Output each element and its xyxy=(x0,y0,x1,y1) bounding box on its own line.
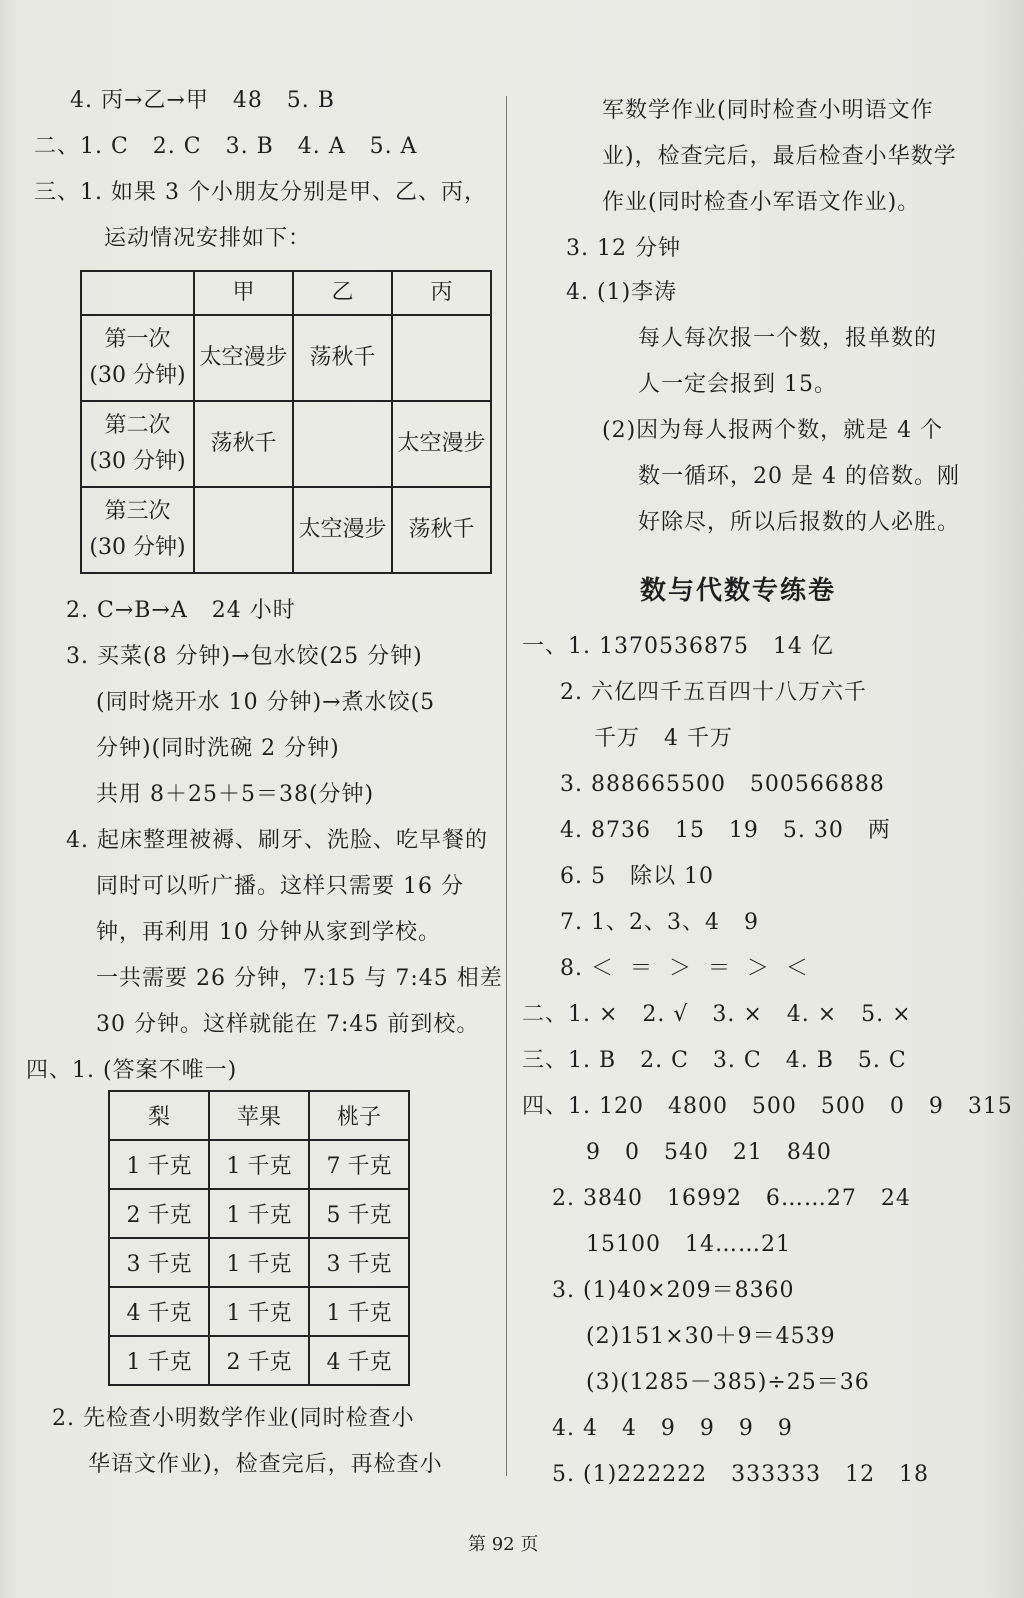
table-cell: 第二次 (30 分钟) xyxy=(81,401,194,487)
table-cell: 荡秋千 xyxy=(392,487,491,573)
answer-line: 运动情况安排如下： xyxy=(104,226,312,251)
answer-line: 4. 起床整理被褥、刷牙、洗脸、吃早餐的 xyxy=(66,828,488,853)
answer-line: 4. 丙→乙→甲 48 5. B xyxy=(70,88,335,113)
table-cell: 3 千克 xyxy=(109,1238,209,1287)
table-cell: 2 千克 xyxy=(209,1336,309,1385)
table-cell: 1 千克 xyxy=(109,1336,209,1385)
table-cell: 2 千克 xyxy=(109,1189,209,1238)
answer-line: 2. 先检查小明数学作业(同时检查小 xyxy=(52,1406,415,1431)
answer-line: 二、1. C 2. C 3. B 4. A 5. A xyxy=(34,134,418,159)
answer-line: 人一定会报到 15。 xyxy=(638,372,837,397)
answer-line: 四、1. 120 4800 500 500 0 9 315 xyxy=(522,1094,1013,1119)
section-title: 数与代数专练卷 xyxy=(640,576,837,606)
answer-line: 8. ＜ ＝ ＞ ＝ ＞ ＜ xyxy=(560,956,809,981)
answer-line: (3)(1285－385)÷25＝36 xyxy=(586,1370,870,1395)
table-cell: 4 千克 xyxy=(309,1336,409,1385)
answer-line: (同时烧开水 10 分钟)→煮水饺(5 xyxy=(96,690,436,715)
table-cell xyxy=(293,401,392,487)
answer-line: 钟，再利用 10 分钟从家到学校。 xyxy=(96,920,441,945)
answer-line: 30 分钟。这样就能在 7:45 前到校。 xyxy=(96,1012,480,1037)
answer-line: 好除尽，所以后报数的人必胜。 xyxy=(638,510,961,535)
answer-line: 三、1. B 2. C 3. C 4. B 5. C xyxy=(522,1048,907,1073)
answer-line: 7. 1、2、3、4 9 xyxy=(560,910,759,935)
table-cell: 5 千克 xyxy=(309,1189,409,1238)
table-cell: 太空漫步 xyxy=(293,487,392,573)
answer-line: 一共需要 26 分钟，7:15 与 7:45 相差 xyxy=(96,966,503,991)
table-header-cell xyxy=(81,271,194,315)
table-cell: 第三次 (30 分钟) xyxy=(81,487,194,573)
answer-line: 2. 3840 16992 6……27 24 xyxy=(552,1186,911,1211)
table-cell: 1 千克 xyxy=(209,1238,309,1287)
answer-line: 每人每次报一个数，报单数的 xyxy=(638,326,938,351)
answer-line: 4. (1)李涛 xyxy=(566,280,678,305)
answer-line: 共用 8＋25＋5＝38(分钟) xyxy=(96,782,375,807)
table-cell: 1 千克 xyxy=(209,1140,309,1189)
answer-line: 三、1. 如果 3 个小朋友分别是甲、乙、丙， xyxy=(34,180,487,205)
table-header-cell: 乙 xyxy=(293,271,392,315)
table-row xyxy=(81,487,491,573)
table-cell xyxy=(392,315,491,401)
answer-line: 3. (1)40×209＝8360 xyxy=(552,1278,795,1303)
table-header-cell: 苹果 xyxy=(209,1091,309,1140)
answer-line: 3. 12 分钟 xyxy=(566,236,681,261)
table-row xyxy=(81,315,491,401)
answer-line: 分钟)(同时洗碗 2 分钟) xyxy=(96,736,340,761)
table-row xyxy=(109,1189,409,1238)
table-row xyxy=(109,1140,409,1189)
answer-line: 军数学作业(同时检查小明语文作 xyxy=(602,98,934,123)
table-header-row xyxy=(81,271,491,315)
column-divider xyxy=(506,96,507,1476)
table-row xyxy=(81,401,491,487)
table-cell: 1 千克 xyxy=(209,1189,309,1238)
fruit-weight-table xyxy=(108,1090,410,1386)
answer-line: 同时可以听广播。这样只需要 16 分 xyxy=(96,874,464,899)
answer-line: 华语文作业)，检查完后，再检查小 xyxy=(88,1452,443,1477)
table-cell: 7 千克 xyxy=(309,1140,409,1189)
answer-line: (2)151×30＋9＝4539 xyxy=(586,1324,836,1349)
table-cell: 荡秋千 xyxy=(194,401,293,487)
table-header-cell: 丙 xyxy=(392,271,491,315)
table-cell: 第一次 (30 分钟) xyxy=(81,315,194,401)
table-cell: 4 千克 xyxy=(109,1287,209,1336)
answer-line: 4. 8736 15 19 5. 30 两 xyxy=(560,818,891,843)
table-cell: 太空漫步 xyxy=(194,315,293,401)
answer-line: (2)因为每人报两个数，就是 4 个 xyxy=(602,418,944,443)
table-cell: 荡秋千 xyxy=(293,315,392,401)
table-cell: 1 千克 xyxy=(209,1287,309,1336)
answer-line: 3. 888665500 500566888 xyxy=(560,772,885,797)
table-header-row xyxy=(109,1091,409,1140)
table-cell: 1 千克 xyxy=(309,1287,409,1336)
answer-line: 4. 4 4 9 9 9 9 xyxy=(552,1416,793,1441)
answer-line: 数一循环，20 是 4 的倍数。刚 xyxy=(638,464,960,489)
table-row xyxy=(109,1238,409,1287)
answer-line: 2. C→B→A 24 小时 xyxy=(66,598,296,623)
exercise-schedule-table xyxy=(80,270,492,574)
answer-line: 5. (1)222222 333333 12 18 xyxy=(552,1462,930,1487)
answer-line: 千万 4 千万 xyxy=(594,726,733,751)
table-row xyxy=(109,1336,409,1385)
answer-line: 15100 14……21 xyxy=(586,1232,791,1257)
table-header-cell: 桃子 xyxy=(309,1091,409,1140)
table-cell: 太空漫步 xyxy=(392,401,491,487)
table-cell: 1 千克 xyxy=(109,1140,209,1189)
answer-line: 二、1. × 2. √ 3. × 4. × 5. × xyxy=(522,1002,912,1027)
answer-line: 作业(同时检查小军语文作业)。 xyxy=(602,190,921,215)
answer-line: 6. 5 除以 10 xyxy=(560,864,714,889)
answer-line: 3. 买菜(8 分钟)→包水饺(25 分钟) xyxy=(66,644,423,669)
answer-line: 一、1. 1370536875 14 亿 xyxy=(522,634,834,659)
table-cell xyxy=(194,487,293,573)
table-header-cell: 梨 xyxy=(109,1091,209,1140)
answer-line: 9 0 540 21 840 xyxy=(586,1140,832,1165)
answer-line: 2. 六亿四千五百四十八万六千 xyxy=(560,680,867,705)
answer-line: 四、1. (答案不唯一) xyxy=(26,1058,238,1083)
page-number: 第 92 页 xyxy=(468,1534,539,1555)
table-cell: 3 千克 xyxy=(309,1238,409,1287)
table-header-cell: 甲 xyxy=(194,271,293,315)
table-row xyxy=(109,1287,409,1336)
answer-line: 业)，检查完后，最后检查小华数学 xyxy=(602,144,957,169)
